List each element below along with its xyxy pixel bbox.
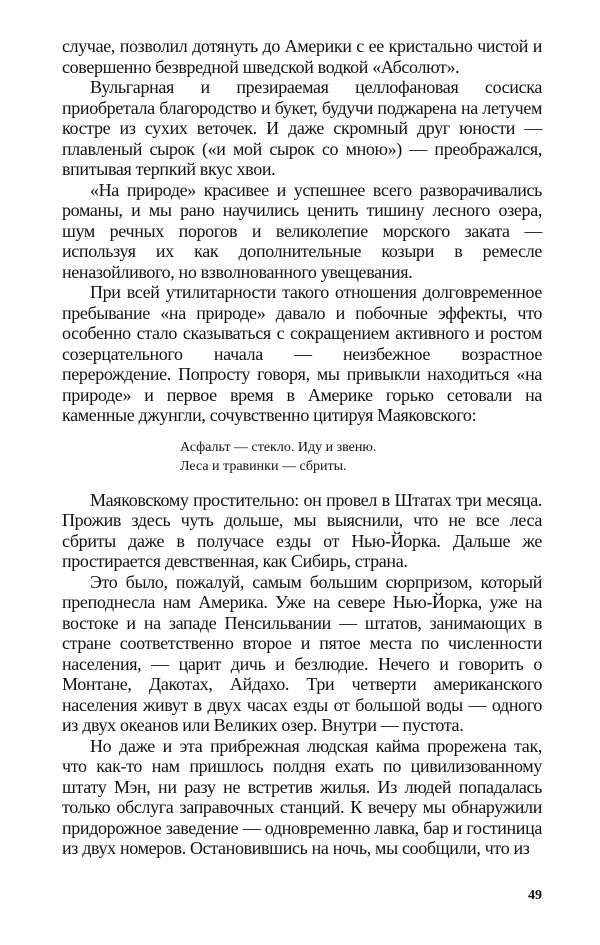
- paragraph: Вульгарная и презираемая целлофановая сосиска приобретала благородство и букет, будучи поджарена на летучем костре из сухих веточек. И даже скромный друг юности — плавленый сырок («и мой сырок со мною») — преображался, впитывая терпкий вкус хвои.: [62, 77, 542, 179]
- paragraph: Это было, пожалуй, самым большим сюрпризом, который преподнесла нам Америка. Уже на севере Нью-Йорка, уже на востоке и на западе Пенсильвании — штатов, занимающих в стране соответственно второе и пятое места по численности населения, — царит дичь и безлюдие. Нечего и говорить о Монтане, Дакотах, Айдахо. Три четверти американского населения живут в двух часах езды от большой воды — одного из двух океанов или Великих озер. Внутри — пустота.: [62, 571, 542, 735]
- paragraph: Но даже и эта прибрежная людская кайма прорежена так, что как-то нам пришлось полдня ехать по цивилизованному штату Мэн, ни разу не встретив жилья. Из людей попадалась только обслуга заправочных станций. К вечеру мы обнаружили придорожное заведение — одновременно лавка, бар и гостиница из двух номеров. Остановившись на ночь, мы сообщили, что из: [62, 735, 542, 858]
- paragraph: Маяковскому простительно: он провел в Штатах три месяца. Прожив здесь чуть дольше, мы выяснили, что не все леса сбриты даже в получасе езды от Нью-Йорка. Дальше же простирается девственная, как Сибирь, страна.: [62, 489, 542, 571]
- poem-line: Леса и травинки — сбриты.: [180, 458, 347, 474]
- book-page: [62, 36, 542, 859]
- poem-line: Асфальт — стекло. Иду и звеню.: [180, 439, 377, 455]
- poem-quote: [180, 438, 542, 476]
- page-number: 49: [528, 888, 542, 903]
- paragraph: случае, позволил дотянуть до Америки с ее кристально чистой и совершенно безвредной шведской водкой «Абсолют».: [62, 36, 542, 77]
- paragraph: При всей утилитарности такого отношения долговременное пребывание «на природе» давало и побочные эффекты, что особенно стало сказываться с сокращением активного и ростом созерцательного начала — неизбежное возрастное перерождение. Попросту говоря, мы привыкли находиться «на природе» и первое время в Америке горько сетовали на каменные джунгли, сочувственно цитируя Маяковского:: [62, 282, 542, 425]
- paragraph: «На природе» красивее и успешнее всего разворачивались романы, и мы рано научились ценить тишину лесного озера, шум речных порогов и великолепие морского заката — используя их как дополнительные козыри в ремесле неназойливого, но взволнованного увещевания.: [62, 179, 542, 282]
